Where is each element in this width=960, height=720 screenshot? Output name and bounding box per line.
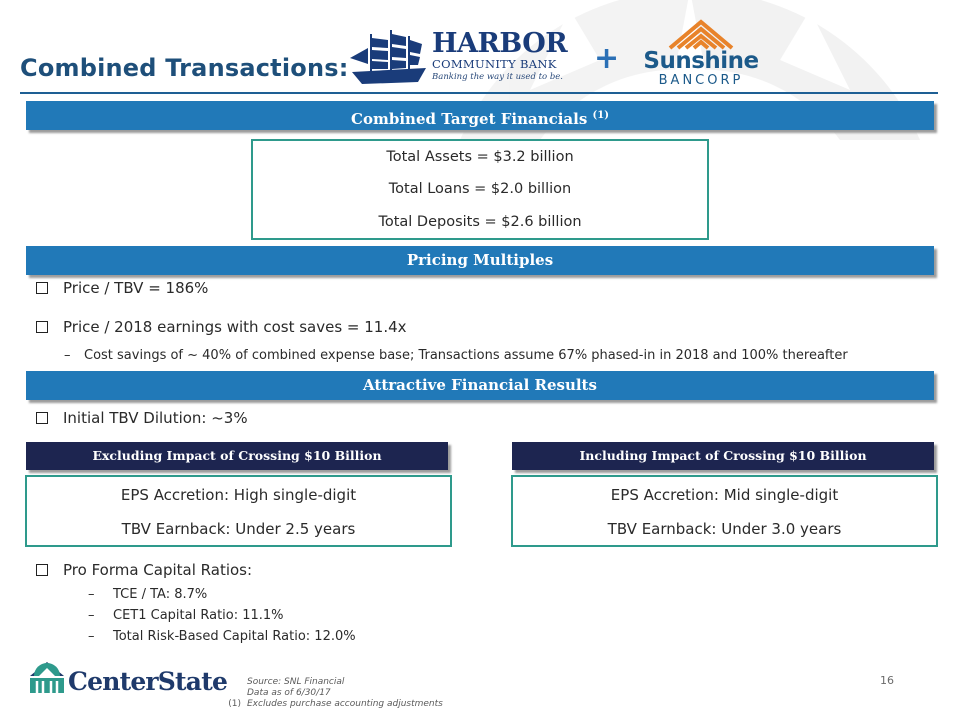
capital-item-cet1: [88, 608, 284, 624]
capital-item-tce: [88, 587, 207, 603]
sunshine-rays-icon: [640, 16, 762, 50]
harbor-tagline: Banking the way it used to be.: [432, 72, 563, 82]
pricing-multiples-heading: Pricing Multiples: [26, 246, 934, 275]
harbor-ship-logo-icon: [348, 28, 430, 88]
bullet-price-tbv: [36, 279, 208, 297]
dash-icon: –: [64, 348, 71, 363]
checkbox-bullet-icon: [36, 564, 48, 576]
footnote-line: [200, 699, 500, 710]
dash-icon: –: [88, 608, 95, 623]
page-title: Combined Transactions:: [20, 54, 349, 82]
data-date-line: Data as of 6/30/17: [247, 688, 331, 698]
footnote-ref: (1): [592, 110, 609, 121]
combined-target-heading-text: Combined Target Financials: [351, 110, 588, 128]
bullet-tbv-dilution: [36, 409, 248, 427]
footer-sources: [200, 677, 500, 710]
excluding-results-box: [25, 475, 452, 547]
total-deposits: Total Deposits = $2.6 billion: [378, 214, 582, 230]
harbor-logo-text: [432, 30, 582, 83]
capital-item-text: TCE / TA: 8.7%: [113, 587, 208, 602]
harbor-subtitle: COMMUNITY BANK: [432, 57, 557, 71]
centerstate-logo-icon: [30, 662, 64, 694]
financial-results-heading: Attractive Financial Results: [26, 371, 934, 400]
checkbox-bullet-icon: [36, 412, 48, 424]
including-results-box: [511, 475, 938, 547]
checkbox-bullet-icon: [36, 282, 48, 294]
centerstate-logo-text: CenterState: [68, 667, 228, 696]
including-heading: Including Impact of Crossing $10 Billion: [512, 442, 934, 470]
capital-item-text: CET1 Capital Ratio: 11.1%: [113, 608, 284, 623]
plus-sign: +: [594, 41, 620, 76]
excluding-earnback: TBV Earnback: Under 2.5 years: [121, 520, 356, 538]
sub-bullet-text: Cost savings of ~ 40% of combined expense base; Transactions assume 67% phased-in in 2018 and 100% thereafter: [84, 348, 848, 363]
bullet-capital-ratios: [36, 561, 252, 579]
total-assets: Total Assets = $3.2 billion: [386, 149, 574, 165]
source-line: Source: SNL Financial: [247, 677, 345, 687]
page-number: 16: [880, 674, 894, 687]
harbor-name: HARBOR: [432, 28, 568, 59]
capital-item-risk-based: [88, 629, 356, 645]
sub-bullet-cost-savings: [64, 348, 848, 364]
footnote-text: Excludes purchase accounting adjustments: [247, 699, 443, 709]
bullet-price-earnings: [36, 318, 407, 336]
combined-financials-box: [251, 139, 709, 240]
bullet-text: Price / TBV = 186%: [63, 279, 209, 297]
total-loans: Total Loans = $2.0 billion: [388, 181, 572, 197]
including-eps: EPS Accretion: Mid single-digit: [610, 486, 839, 504]
excluding-heading: Excluding Impact of Crossing $10 Billion: [26, 442, 448, 470]
footnote-number: (1): [228, 699, 241, 709]
including-earnback: TBV Earnback: Under 3.0 years: [607, 520, 842, 538]
capital-item-text: Total Risk-Based Capital Ratio: 12.0%: [113, 629, 356, 644]
checkbox-bullet-icon: [36, 321, 48, 333]
sunshine-name: Sunshine: [643, 48, 759, 74]
bullet-text: Initial TBV Dilution: ~3%: [63, 409, 248, 427]
excluding-eps: EPS Accretion: High single-digit: [120, 486, 357, 504]
combined-target-heading: [26, 101, 934, 130]
bullet-text: Price / 2018 earnings with cost saves = 11.4x: [63, 318, 407, 336]
header-divider: [20, 92, 938, 94]
sunshine-subtitle: BANCORP: [658, 73, 744, 88]
bullet-text: Pro Forma Capital Ratios:: [63, 561, 253, 579]
dash-icon: –: [88, 629, 95, 644]
dash-icon: –: [88, 587, 95, 602]
